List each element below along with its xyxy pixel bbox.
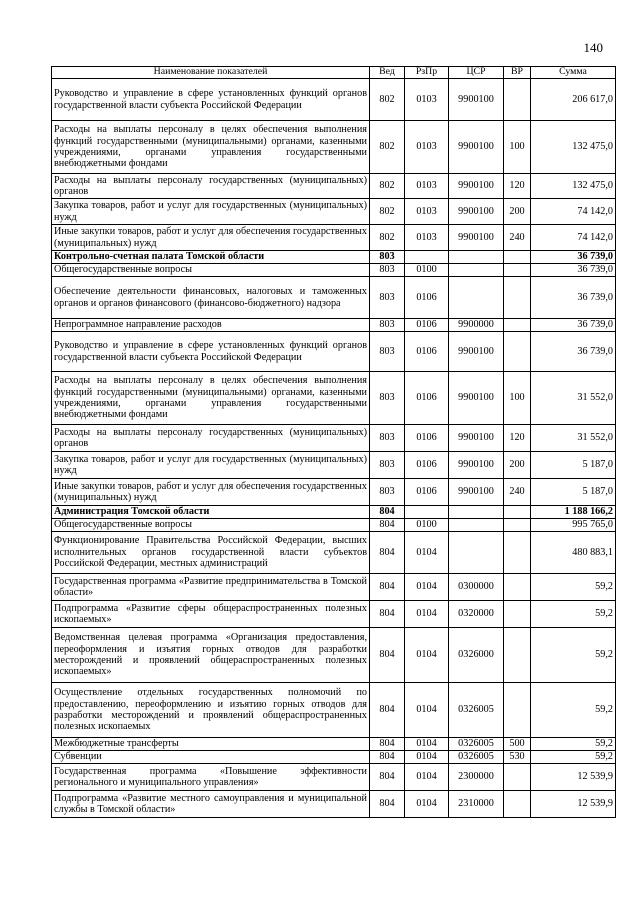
cell-ved: 803	[370, 332, 405, 372]
table-row	[52, 277, 616, 319]
table-row	[52, 121, 616, 174]
cell-ved: 804	[370, 574, 405, 601]
cell-name: Расходы на выплаты персоналу государственных (муниципальных) органов	[52, 425, 370, 452]
table-row	[52, 479, 616, 506]
header-vr: ВР	[504, 67, 531, 79]
table-row	[52, 738, 616, 751]
cell-rzpr: 0103	[405, 121, 449, 174]
cell-ved: 804	[370, 791, 405, 818]
table-row	[52, 264, 616, 277]
cell-name: Руководство и управление в сфере установленных функций органов государственной власти субъекта Российской Федерации	[52, 332, 370, 372]
cell-csr: 9900100	[449, 452, 504, 479]
cell-sum: 74 142,0	[531, 225, 616, 251]
cell-sum: 5 187,0	[531, 452, 616, 479]
cell-csr	[449, 532, 504, 574]
cell-ved: 802	[370, 199, 405, 225]
cell-name: Администрация Томской области	[52, 506, 370, 519]
cell-ved: 804	[370, 506, 405, 519]
cell-vr	[504, 574, 531, 601]
cell-name: Контрольно-счетная палата Томской области	[52, 251, 370, 264]
cell-csr: 0300000	[449, 574, 504, 601]
table-row	[52, 791, 616, 818]
cell-vr	[504, 683, 531, 738]
cell-ved: 804	[370, 764, 405, 791]
header-csr: ЦСР	[449, 67, 504, 79]
table-row	[52, 532, 616, 574]
cell-vr	[504, 506, 531, 519]
cell-name: Руководство и управление в сфере установленных функций органов государственной власти субъекта Российской Федерации	[52, 79, 370, 121]
cell-csr: 0326005	[449, 751, 504, 764]
cell-ved: 803	[370, 372, 405, 425]
cell-name: Подпрограмма «Развитие местного самоуправления и муниципальной службы в Томской области»	[52, 791, 370, 818]
cell-sum: 132 475,0	[531, 174, 616, 199]
cell-csr: 9900100	[449, 79, 504, 121]
cell-name: Общегосударственные вопросы	[52, 264, 370, 277]
header-sum: Сумма	[531, 67, 616, 79]
cell-ved: 803	[370, 319, 405, 332]
cell-rzpr: 0104	[405, 791, 449, 818]
cell-name: Субвенции	[52, 751, 370, 764]
cell-csr: 0326005	[449, 738, 504, 751]
cell-rzpr: 0106	[405, 425, 449, 452]
table-row	[52, 79, 616, 121]
cell-name: Расходы на выплаты персоналу в целях обеспечения выполнения функций государственными (муниципальными) органами, казенными учреждениями, органами управления государственными внебюджетными фондами	[52, 372, 370, 425]
cell-name: Закупка товаров, работ и услуг для государственных (муниципальных) нужд	[52, 199, 370, 225]
cell-sum: 59,2	[531, 751, 616, 764]
cell-rzpr: 0106	[405, 332, 449, 372]
cell-sum: 36 739,0	[531, 277, 616, 319]
cell-sum: 74 142,0	[531, 199, 616, 225]
cell-rzpr	[405, 506, 449, 519]
cell-csr	[449, 251, 504, 264]
cell-csr: 9900100	[449, 225, 504, 251]
header-ved: Вед	[370, 67, 405, 79]
table-row	[52, 225, 616, 251]
cell-sum: 59,2	[531, 601, 616, 628]
cell-rzpr: 0104	[405, 764, 449, 791]
table-body	[52, 79, 616, 818]
cell-ved: 803	[370, 264, 405, 277]
cell-vr: 120	[504, 425, 531, 452]
cell-vr: 500	[504, 738, 531, 751]
cell-csr: 9900100	[449, 199, 504, 225]
cell-ved: 804	[370, 532, 405, 574]
cell-csr: 9900100	[449, 479, 504, 506]
cell-ved: 804	[370, 738, 405, 751]
cell-name: Государственная программа «Повышение эффективности регионального и муниципального управления»	[52, 764, 370, 791]
table-row	[52, 764, 616, 791]
cell-csr: 0320000	[449, 601, 504, 628]
cell-rzpr: 0104	[405, 751, 449, 764]
cell-rzpr: 0104	[405, 628, 449, 683]
page-number: 140	[583, 40, 603, 55]
table-row	[52, 251, 616, 264]
cell-csr	[449, 506, 504, 519]
cell-vr	[504, 764, 531, 791]
table-row	[52, 751, 616, 764]
cell-rzpr: 0106	[405, 479, 449, 506]
cell-name: Подпрограмма «Развитие сферы общераспространенных полезных ископаемых»	[52, 601, 370, 628]
cell-rzpr: 0104	[405, 532, 449, 574]
cell-name: Ведомственная целевая программа «Организация предоставления, переоформления и изъятия горных отводов для разработки месторождений и проявлений общераспространенных полезных ископаемых»	[52, 628, 370, 683]
cell-name: Обеспечение деятельности финансовых, налоговых и таможенных органов и органов финансового (финансово-бюджетного) надзора	[52, 277, 370, 319]
cell-name: Межбюджетные трансферты	[52, 738, 370, 751]
cell-rzpr	[405, 251, 449, 264]
cell-vr	[504, 251, 531, 264]
table-row	[52, 506, 616, 519]
cell-ved: 803	[370, 452, 405, 479]
cell-vr: 200	[504, 199, 531, 225]
header-name: Наименование показателей	[52, 67, 370, 79]
cell-vr	[504, 532, 531, 574]
cell-ved: 804	[370, 751, 405, 764]
cell-sum: 59,2	[531, 683, 616, 738]
cell-sum: 59,2	[531, 628, 616, 683]
cell-sum: 480 883,1	[531, 532, 616, 574]
table-row	[52, 319, 616, 332]
cell-csr: 9900100	[449, 121, 504, 174]
table-row	[52, 332, 616, 372]
cell-name: Иные закупки товаров, работ и услуг для обеспечения государственных (муниципальных) нужд	[52, 479, 370, 506]
cell-rzpr: 0100	[405, 519, 449, 532]
cell-csr: 9900100	[449, 174, 504, 199]
cell-sum: 206 617,0	[531, 79, 616, 121]
cell-ved: 802	[370, 174, 405, 199]
cell-sum: 1 188 166,2	[531, 506, 616, 519]
cell-ved: 804	[370, 601, 405, 628]
table-row	[52, 174, 616, 199]
cell-rzpr: 0104	[405, 574, 449, 601]
cell-rzpr: 0106	[405, 277, 449, 319]
table-header-row	[52, 67, 616, 79]
cell-csr: 9900100	[449, 425, 504, 452]
cell-sum: 36 739,0	[531, 319, 616, 332]
table-row	[52, 199, 616, 225]
cell-sum: 995 765,0	[531, 519, 616, 532]
cell-sum: 36 739,0	[531, 264, 616, 277]
cell-vr: 100	[504, 372, 531, 425]
table-row	[52, 519, 616, 532]
cell-csr	[449, 519, 504, 532]
cell-vr	[504, 79, 531, 121]
cell-name: Государственная программа «Развитие предпринимательства в Томской области»	[52, 574, 370, 601]
cell-csr: 9900000	[449, 319, 504, 332]
cell-name: Закупка товаров, работ и услуг для государственных (муниципальных) нужд	[52, 452, 370, 479]
cell-ved: 804	[370, 628, 405, 683]
cell-rzpr: 0106	[405, 452, 449, 479]
cell-vr	[504, 332, 531, 372]
cell-rzpr: 0106	[405, 319, 449, 332]
cell-sum: 132 475,0	[531, 121, 616, 174]
cell-rzpr: 0104	[405, 601, 449, 628]
cell-rzpr: 0103	[405, 174, 449, 199]
cell-csr: 2310000	[449, 791, 504, 818]
cell-vr	[504, 277, 531, 319]
cell-sum: 59,2	[531, 738, 616, 751]
cell-name: Иные закупки товаров, работ и услуг для обеспечения государственных (муниципальных) нужд	[52, 225, 370, 251]
table-row	[52, 574, 616, 601]
cell-ved: 802	[370, 79, 405, 121]
cell-vr	[504, 264, 531, 277]
cell-ved: 803	[370, 479, 405, 506]
budget-table	[51, 66, 616, 818]
table-row	[52, 683, 616, 738]
table-row	[52, 452, 616, 479]
cell-ved: 804	[370, 683, 405, 738]
table-row	[52, 601, 616, 628]
table-row	[52, 628, 616, 683]
cell-vr	[504, 791, 531, 818]
cell-ved: 802	[370, 121, 405, 174]
header-rzpr: РзПр	[405, 67, 449, 79]
cell-rzpr: 0104	[405, 683, 449, 738]
cell-rzpr: 0103	[405, 225, 449, 251]
cell-rzpr: 0104	[405, 738, 449, 751]
cell-csr: 9900100	[449, 372, 504, 425]
cell-vr	[504, 628, 531, 683]
cell-ved: 803	[370, 277, 405, 319]
table-row	[52, 372, 616, 425]
cell-name: Осуществление отдельных государственных полномочий по предоставлению, переоформлению и изъятию горных отводов для разработки месторождений и проявлений общераспространенных полезных ископаемых	[52, 683, 370, 738]
cell-ved: 803	[370, 251, 405, 264]
cell-name: Функционирование Правительства Российской Федерации, высших исполнительных органов государственной власти субъектов Российской Федерации, местных администраций	[52, 532, 370, 574]
cell-vr: 530	[504, 751, 531, 764]
cell-sum: 36 739,0	[531, 332, 616, 372]
cell-sum: 12 539,9	[531, 764, 616, 791]
cell-vr: 240	[504, 479, 531, 506]
cell-vr: 240	[504, 225, 531, 251]
cell-ved: 803	[370, 425, 405, 452]
cell-csr	[449, 264, 504, 277]
cell-sum: 31 552,0	[531, 372, 616, 425]
cell-name: Общегосударственные вопросы	[52, 519, 370, 532]
cell-sum: 12 539,9	[531, 791, 616, 818]
table-row	[52, 425, 616, 452]
cell-name: Расходы на выплаты персоналу государственных (муниципальных) органов	[52, 174, 370, 199]
cell-rzpr: 0103	[405, 79, 449, 121]
cell-sum: 31 552,0	[531, 425, 616, 452]
cell-vr: 200	[504, 452, 531, 479]
cell-name: Непрограммное направление расходов	[52, 319, 370, 332]
cell-rzpr: 0100	[405, 264, 449, 277]
cell-sum: 59,2	[531, 574, 616, 601]
cell-vr	[504, 601, 531, 628]
cell-name: Расходы на выплаты персоналу в целях обеспечения выполнения функций государственными (муниципальными) органами, казенными учреждениями, органами управления государственными внебюджетными фондами	[52, 121, 370, 174]
cell-sum: 36 739,0	[531, 251, 616, 264]
cell-sum: 5 187,0	[531, 479, 616, 506]
cell-csr: 9900100	[449, 332, 504, 372]
cell-vr	[504, 319, 531, 332]
cell-csr	[449, 277, 504, 319]
cell-csr: 2300000	[449, 764, 504, 791]
cell-csr: 0326005	[449, 683, 504, 738]
cell-rzpr: 0103	[405, 199, 449, 225]
cell-vr	[504, 519, 531, 532]
cell-vr: 100	[504, 121, 531, 174]
cell-vr: 120	[504, 174, 531, 199]
cell-rzpr: 0106	[405, 372, 449, 425]
cell-ved: 804	[370, 519, 405, 532]
cell-ved: 802	[370, 225, 405, 251]
cell-csr: 0326000	[449, 628, 504, 683]
